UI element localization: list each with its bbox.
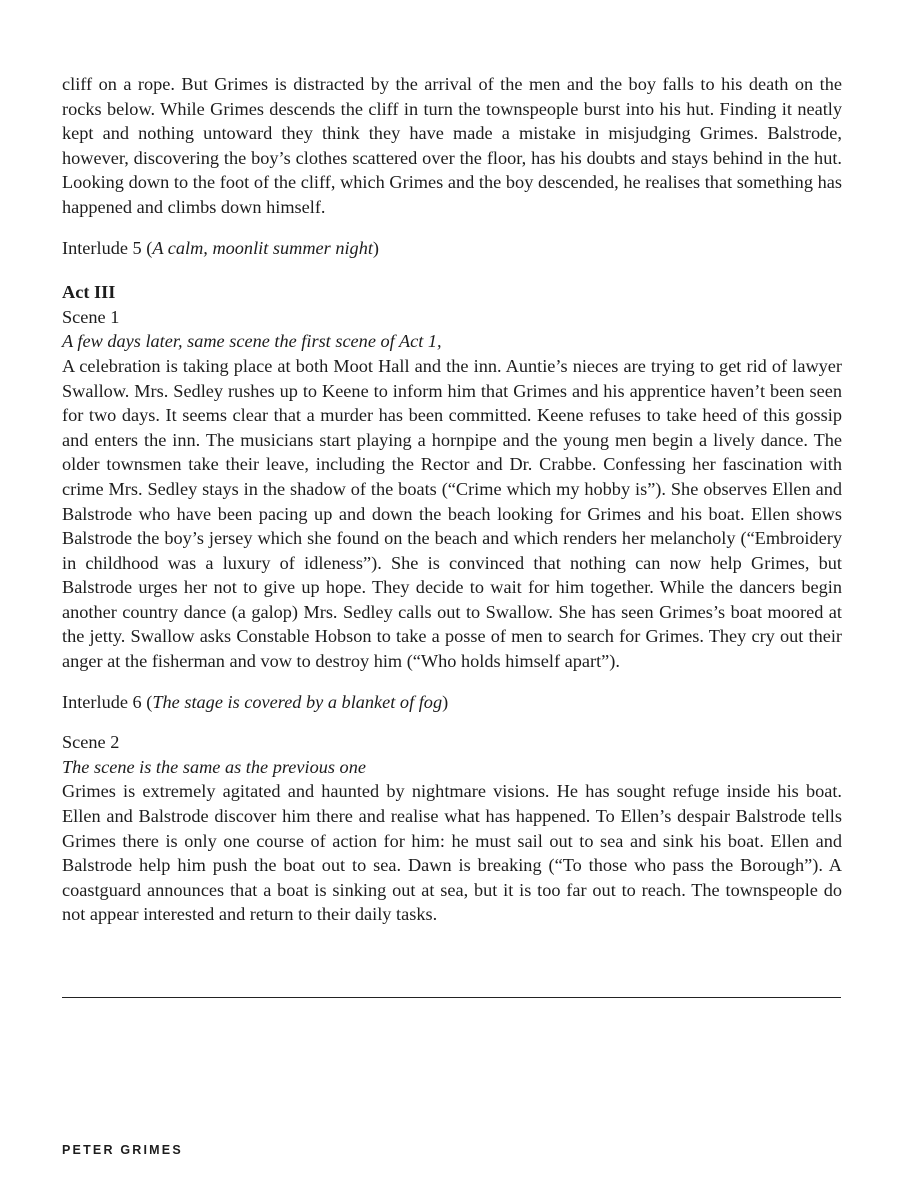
- interlude-5-description: A calm, moonlit summer night: [152, 237, 373, 258]
- scene-2-label: Scene 2: [62, 732, 120, 753]
- interlude-6-description: The stage is covered by a blanket of fog: [152, 691, 443, 712]
- interlude-6-close: ): [442, 691, 449, 712]
- interlude-6-label: Interlude 6 (: [62, 691, 153, 712]
- scene-1-label: Scene 1: [62, 306, 120, 327]
- interlude-6: [62, 690, 842, 715]
- footer-title: PETER GRIMES: [62, 1143, 183, 1157]
- footer-divider: [62, 997, 841, 998]
- scene-2-setting: The scene is the same as the previous one: [62, 756, 366, 777]
- interlude-5-label: Interlude 5 (: [62, 237, 153, 258]
- scene-1-setting: A few days later, same scene the first scene of Act 1,: [62, 331, 442, 352]
- synopsis-paragraph-act2-end: cliff on a rope. But Grimes is distracted by the arrival of the men and the boy falls to his death on the rocks below. While Grimes descends the cliff in turn the townspeople burst into his hut. Finding it neatly kept and nothing untoward they think they have made a mistake in misjudging Grimes. Balstrode, however, discovering the boy’s clothes scattered over the floor, has his doubts and stays behind in the hut. Looking down to the foot of the cliff, which Grimes and the boy descended, he realises that something has happened and climbs down himself.: [62, 74, 842, 217]
- interlude-5-close: ): [372, 237, 380, 258]
- scene-2-synopsis: Grimes is extremely agitated and haunted by nightmare visions. He has sought refuge inside his boat. Ellen and Balstrode discover him there and realise what has happened. To Ellen’s despair Balstrode tells Grimes there is only one course of action for him: he must sail out to sea and sink his boat. Ellen and Balstrode help him push the boat out to sea. Dawn is breaking (“To those who pass the Borough”). A coastguard announces that a boat is sinking out at sea, but it is too far out to reach. The townspeople do not appear interested and return to their daily tasks.: [62, 781, 842, 925]
- act-3-heading: Act III: [62, 282, 116, 303]
- scene-1-synopsis: A celebration is taking place at both Moot Hall and the inn. Auntie’s nieces are trying to get rid of lawyer Swallow. Mrs. Sedley rushes up to Keene to inform him that Grimes and his apprentice haven’t been seen for two days. It seems clear that a murder has been committed. Keene refuses to take heed of this gossip and enters the inn. The musicians start playing a hornpipe and the young men begin a lively dance. The older townsmen take their leave, including the Rector and Dr. Crabbe. Confessing her fascination with crime Mrs. Sedley stays in the shadow of the boats (“Crime which my hobby is”). She observes Ellen and Balstrode who have been pacing up and down the beach looking for Grimes and his boat. Ellen shows Balstrode the boy’s jersey which she found on the beach and which renders her melancholy (“Embroidery in childhood was a luxury of idleness”). She is convinced that nothing can now help Grimes, but Balstrode urges her not to give up hope. They decide to wait for him together. While the dancers begin another country dance (a galop) Mrs. Sedley calls out to Swallow. She has seen Grimes’s boat moored at the jetty. Swallow asks Constable Hobson to take a posse of men to search for Grimes. They cry out their anger at the fisherman and vow to destroy him (“Who holds himself apart”).: [62, 355, 842, 672]
- page-body: [62, 72, 842, 927]
- interlude-5: [62, 236, 842, 261]
